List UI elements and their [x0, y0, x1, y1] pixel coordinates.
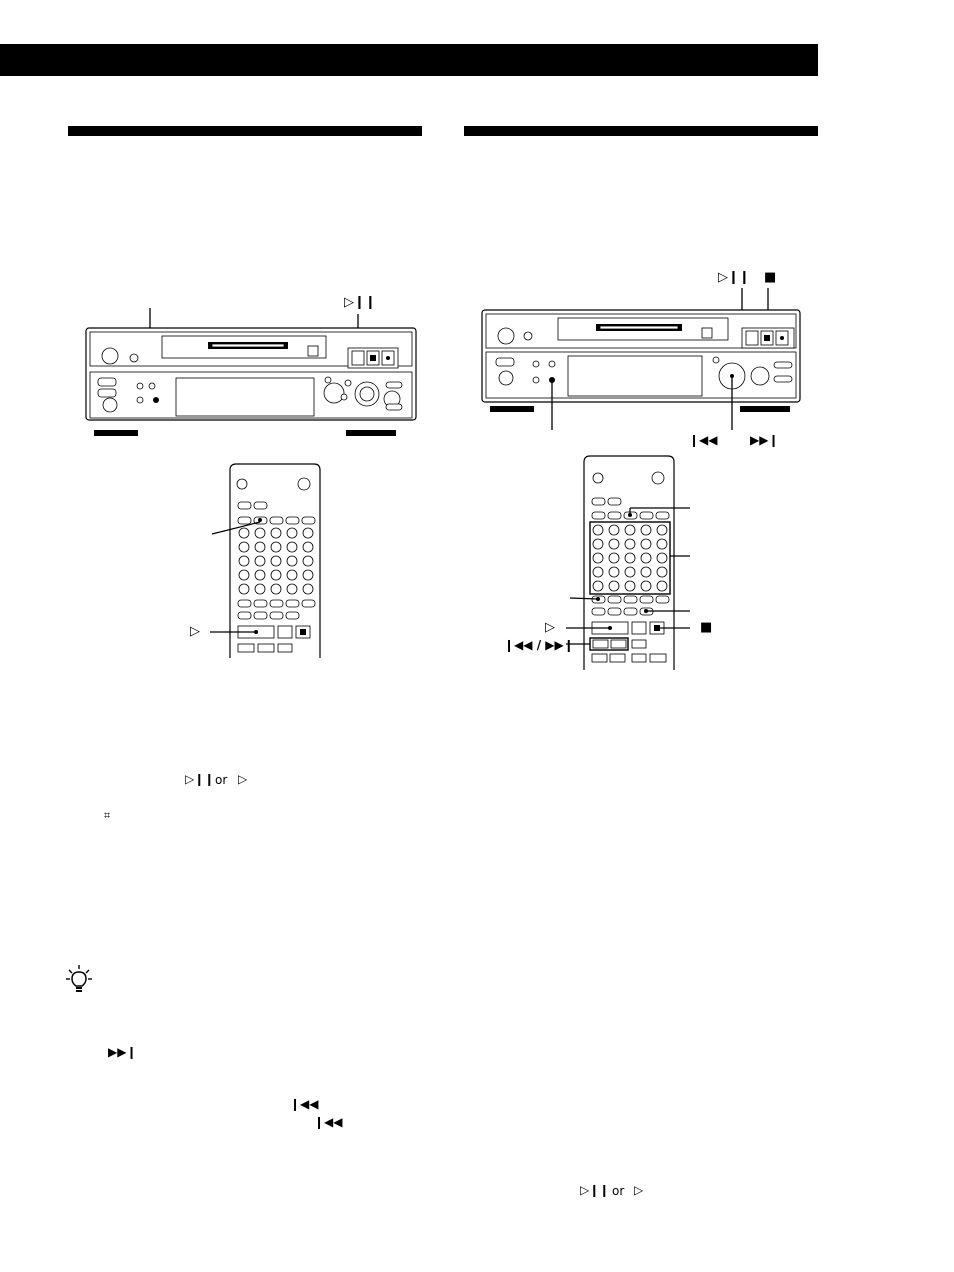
right-remote-play-label: ▷: [545, 620, 555, 635]
left-body-next-track-symbol: ▶▶❙: [108, 1045, 137, 1059]
right-body-or-word: or: [612, 1184, 625, 1198]
left-remote-illustration: [182, 462, 332, 662]
right-deck-next-label: ▶▶❙: [750, 433, 779, 447]
left-body-prev-track-symbol-2: ❙◀◀: [314, 1115, 343, 1129]
left-remote-play-label: ▷: [190, 624, 200, 639]
right-deck-play-pause-label: ▷❙❙: [718, 270, 750, 285]
right-body-play-symbol: ▷: [634, 1183, 644, 1197]
right-remote-stop-label: ■: [700, 620, 713, 635]
left-deck-illustration: [80, 300, 420, 450]
left-deck-play-pause-label: ▷❙❙: [344, 295, 376, 310]
left-body-play-symbol: ▷: [238, 772, 248, 786]
tip-lightbulb-icon: [66, 964, 92, 994]
right-deck-illustration: [476, 284, 816, 434]
right-deck-prev-label: ❙◀◀: [689, 433, 718, 447]
page-header-bar: [0, 44, 818, 76]
left-body-shuffle-icon: ⌗: [104, 809, 111, 822]
right-deck-stop-label: ■: [764, 270, 777, 285]
right-body-play-pause-symbol: ▷❙❙: [580, 1183, 610, 1197]
left-body-play-pause-symbol: ▷❙❙: [185, 772, 215, 786]
right-remote-skip-label: ❙◀◀ / ▶▶❙: [504, 638, 574, 652]
left-section-rule: [68, 126, 422, 136]
left-body-or-word: or: [215, 773, 228, 787]
right-section-rule: [464, 126, 818, 136]
left-body-prev-track-symbol-1: ❙◀◀: [290, 1097, 319, 1111]
